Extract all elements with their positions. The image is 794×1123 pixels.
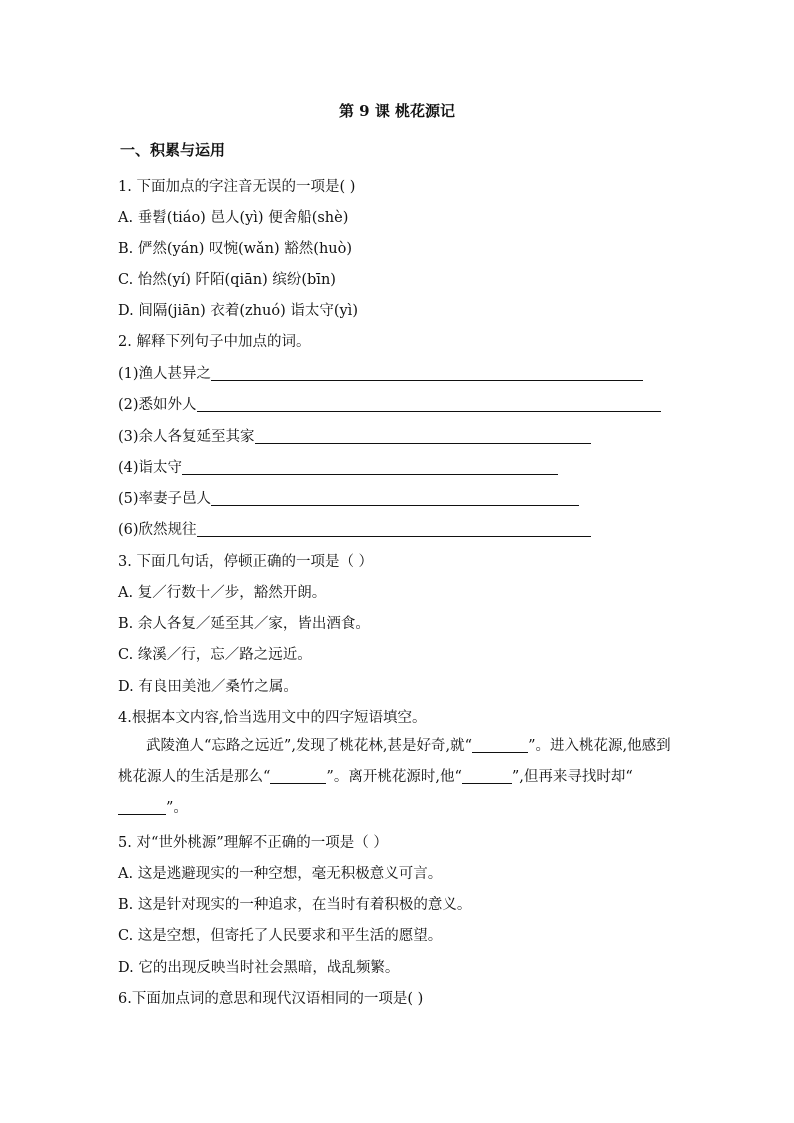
question-2-item	[118, 393, 661, 414]
question-1-option-a: A. 垂髫(tiáo) 邑人(yì) 便舍船(shè)	[118, 210, 349, 226]
answer-blank[interactable]	[118, 800, 166, 815]
answer-line	[197, 396, 661, 412]
question-1-option-d: D. 间隔(jiān) 衣着(zhuó) 诣太守(yì)	[118, 303, 358, 319]
question-3-stem: 3. 下面几句话，停顿正确的一项是（ ）	[118, 554, 374, 570]
answer-line	[255, 428, 591, 444]
question-6-stem: 6.下面加点词的意思和现代汉语相同的一项是( )	[118, 991, 424, 1007]
question-2-item	[118, 518, 591, 539]
question-2-item	[118, 425, 591, 446]
answer-line	[211, 365, 643, 381]
item-text: (2)悉如外人	[118, 397, 197, 413]
answer-line	[197, 521, 591, 537]
question-3-option-b: B. 余人各复／延至其／家，皆出酒食。	[118, 616, 370, 632]
passage-text: ”,但再来寻找时却“	[511, 769, 633, 785]
question-3-option-c: C. 缘溪／行，忘／路之远近。	[118, 647, 312, 663]
question-5-option-c: C. 这是空想，但寄托了人民要求和平生活的愿望。	[118, 928, 443, 944]
question-4-stem: 4.根据本文内容,恰当选用文中的四字短语填空。	[118, 710, 427, 726]
section-heading: 一、积累与运用	[120, 141, 226, 159]
item-text: (1)渔人甚异之	[118, 366, 212, 382]
question-2-item	[118, 456, 558, 477]
answer-blank[interactable]	[462, 769, 512, 784]
passage-text: ”。	[166, 800, 188, 816]
question-1-option-b: B. 俨然(yán) 叹惋(wǎn) 豁然(huò)	[118, 241, 353, 257]
question-2-item	[118, 362, 643, 383]
item-text: (6)欣然规往	[118, 522, 197, 538]
passage-text: ”。离开桃花源时,他“	[326, 769, 462, 785]
question-5-option-a: A. 这是逃避现实的一种空想，毫无积极意义可言。	[118, 866, 443, 882]
question-4-passage	[118, 731, 678, 824]
answer-line	[182, 459, 558, 475]
item-text: (5)率妻子邑人	[118, 491, 212, 507]
page-title: 第 9 课 桃花源记	[338, 102, 456, 120]
question-2-item	[118, 487, 579, 508]
passage-text: ”。进入桃花源,他感到桃花源人的生活是那么“	[118, 738, 671, 785]
answer-blank[interactable]	[472, 738, 528, 753]
item-text: (3)余人各复延至其家	[118, 429, 255, 445]
item-text: (4)诣太守	[118, 460, 183, 476]
question-5-option-b: B. 这是针对现实的一种追求，在当时有着积极的意义。	[118, 897, 472, 913]
passage-text: 武陵渔人“忘路之远近”,发现了桃花林,甚是好奇,就“	[146, 738, 473, 754]
question-3-option-a: A. 复／行数十／步，豁然开朗。	[118, 585, 327, 601]
answer-blank[interactable]	[270, 769, 326, 784]
question-5-option-d: D. 它的出现反映当时社会黑暗，战乱频繁。	[118, 960, 400, 976]
answer-line	[211, 490, 579, 506]
question-5-stem: 5. 对“世外桃源”理解不正确的一项是（ ）	[118, 835, 388, 851]
question-1-option-c: C. 怡然(yí) 阡陌(qiān) 缤纷(bīn)	[118, 272, 336, 288]
question-3-option-d: D. 有良田美池／桑竹之属。	[118, 679, 298, 695]
question-2-stem: 2. 解释下列句子中加点的词。	[118, 334, 311, 350]
question-1-stem: 1. 下面加点的字注音无误的一项是( )	[118, 179, 356, 195]
